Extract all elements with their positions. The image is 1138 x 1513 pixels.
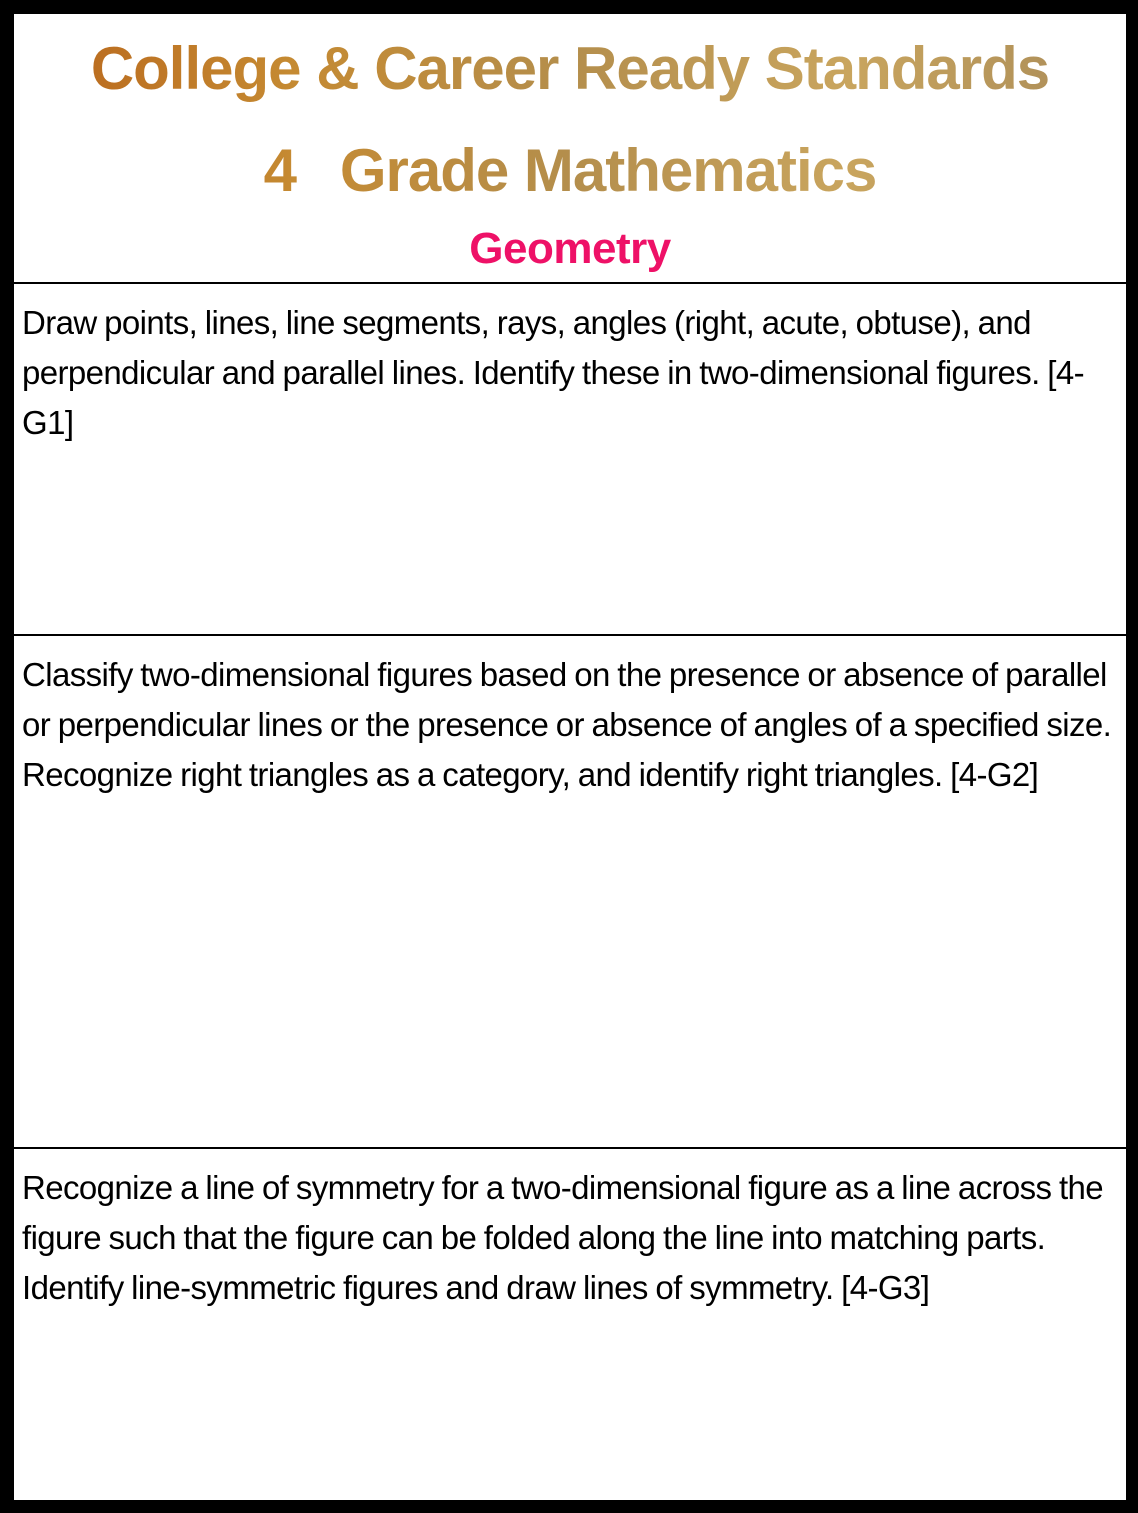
standard-text: Classify two-dimensional figures based on the presence or absence of parallel or perpendicular lines or the presence or absence of angles of a specified size. Recognize right triangles as a category, and identify right triangles. [4-G2]	[22, 656, 1112, 793]
standards-card	[14, 14, 1126, 1500]
grade-subject: Grade Mathematics	[324, 137, 877, 204]
standard-row	[14, 1149, 1126, 1500]
grade-number: 4	[263, 137, 296, 204]
standard-row	[14, 284, 1126, 636]
grade-title	[14, 136, 1126, 205]
page-title: College & Career Ready Standards	[14, 34, 1126, 103]
standard-text: Draw points, lines, line segments, rays, angles (right, acute, obtuse), and perpendicular and parallel lines. Identify these in two-dimensional figures. [4-G1]	[22, 304, 1084, 441]
header	[14, 14, 1126, 284]
grade-ordinal-suffix: th	[295, 140, 325, 176]
topic-heading: Geometry	[469, 224, 671, 273]
standard-text: Recognize a line of symmetry for a two-dimensional figure as a line across the figure such that the figure can be folded along the line into matching parts. Identify line-symmetric figures and draw lines of symmetry. [4-G3]	[22, 1169, 1104, 1306]
standard-row	[14, 636, 1126, 1149]
